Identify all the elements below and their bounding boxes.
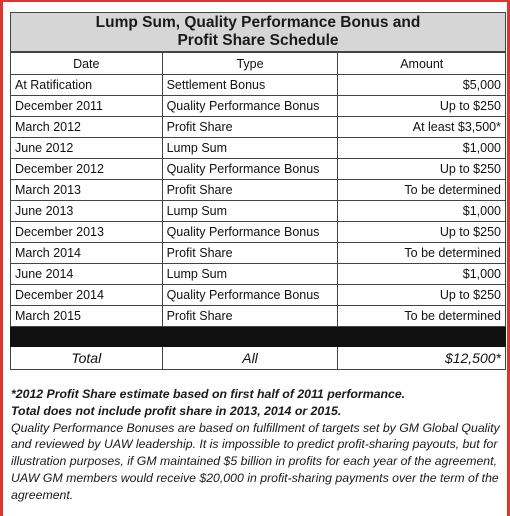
cell-date: June 2013 [11, 201, 163, 222]
cell-type: Profit Share [162, 117, 338, 138]
cell-type: Profit Share [162, 306, 338, 327]
cell-amount: $1,000 [338, 201, 506, 222]
cell-amount: $5,000 [338, 75, 506, 96]
cell-date: December 2012 [11, 159, 163, 180]
cell-type: Quality Performance Bonus [162, 96, 338, 117]
cell-date: December 2011 [11, 96, 163, 117]
table-row [11, 75, 506, 96]
cell-date: At Ratification [11, 75, 163, 96]
cell-type: Quality Performance Bonus [162, 222, 338, 243]
table-row [11, 201, 506, 222]
total-row [11, 347, 506, 370]
cell-type: Lump Sum [162, 201, 338, 222]
cell-type: Lump Sum [162, 138, 338, 159]
cell-date: June 2012 [11, 138, 163, 159]
schedule-table [10, 52, 506, 370]
footnote-paragraph: Quality Performance Bonuses are based on fulfillment of targets set by GM Global Quality and reviewed by UAW leadership. It is impossible to predict profit-sharing payouts, but for illustration purposes, if GM maintained $5 billion in profits for each year of the agreement, UAW GM members would receive $20,000 in profit-sharing payments over the term of the agreement. [11, 420, 500, 502]
title-line-2: Profit Share Schedule [177, 32, 339, 49]
cell-type: Profit Share [162, 180, 338, 201]
header-date: Date [11, 53, 163, 75]
cell-amount: At least $3,500* [338, 117, 506, 138]
table-row [11, 117, 506, 138]
separator-cell [11, 327, 506, 347]
header-row [11, 53, 506, 75]
cell-type: Quality Performance Bonus [162, 285, 338, 306]
cell-date: March 2014 [11, 243, 163, 264]
table-row [11, 285, 506, 306]
cell-amount: To be determined [338, 243, 506, 264]
cell-amount: To be determined [338, 306, 506, 327]
header-amount: Amount [338, 53, 506, 75]
cell-date: December 2013 [11, 222, 163, 243]
cell-amount: Up to $250 [338, 285, 506, 306]
cell-amount: $1,000 [338, 138, 506, 159]
total-label: Total [11, 347, 163, 370]
table-row [11, 138, 506, 159]
cell-amount: Up to $250 [338, 96, 506, 117]
footnote-estimate: *2012 Profit Share estimate based on first half of 2011 performance. [11, 387, 406, 401]
footnote-total: Total does not include profit share in 2013, 2014 or 2015. [11, 403, 342, 418]
cell-amount: Up to $250 [338, 159, 506, 180]
footnotes [11, 386, 507, 504]
cell-type: Settlement Bonus [162, 75, 338, 96]
title-line-1: Lump Sum, Quality Performance Bonus and [95, 14, 421, 31]
cell-type: Profit Share [162, 243, 338, 264]
table-row [11, 264, 506, 285]
cell-type: Quality Performance Bonus [162, 159, 338, 180]
cell-date: March 2012 [11, 117, 163, 138]
header-type: Type [162, 53, 338, 75]
table-row [11, 159, 506, 180]
cell-date: June 2014 [11, 264, 163, 285]
total-type: All [162, 347, 338, 370]
cell-amount: To be determined [338, 180, 506, 201]
cell-amount: Up to $250 [338, 222, 506, 243]
cell-date: March 2015 [11, 306, 163, 327]
cell-amount: $1,000 [338, 264, 506, 285]
table-row [11, 306, 506, 327]
separator-band [11, 327, 506, 347]
total-amount: $12,500* [338, 347, 506, 370]
table-row [11, 222, 506, 243]
table-row [11, 180, 506, 201]
table-row [11, 96, 506, 117]
cell-type: Lump Sum [162, 264, 338, 285]
table-title [10, 12, 506, 52]
cell-date: December 2014 [11, 285, 163, 306]
table-row [11, 243, 506, 264]
cell-date: March 2013 [11, 180, 163, 201]
